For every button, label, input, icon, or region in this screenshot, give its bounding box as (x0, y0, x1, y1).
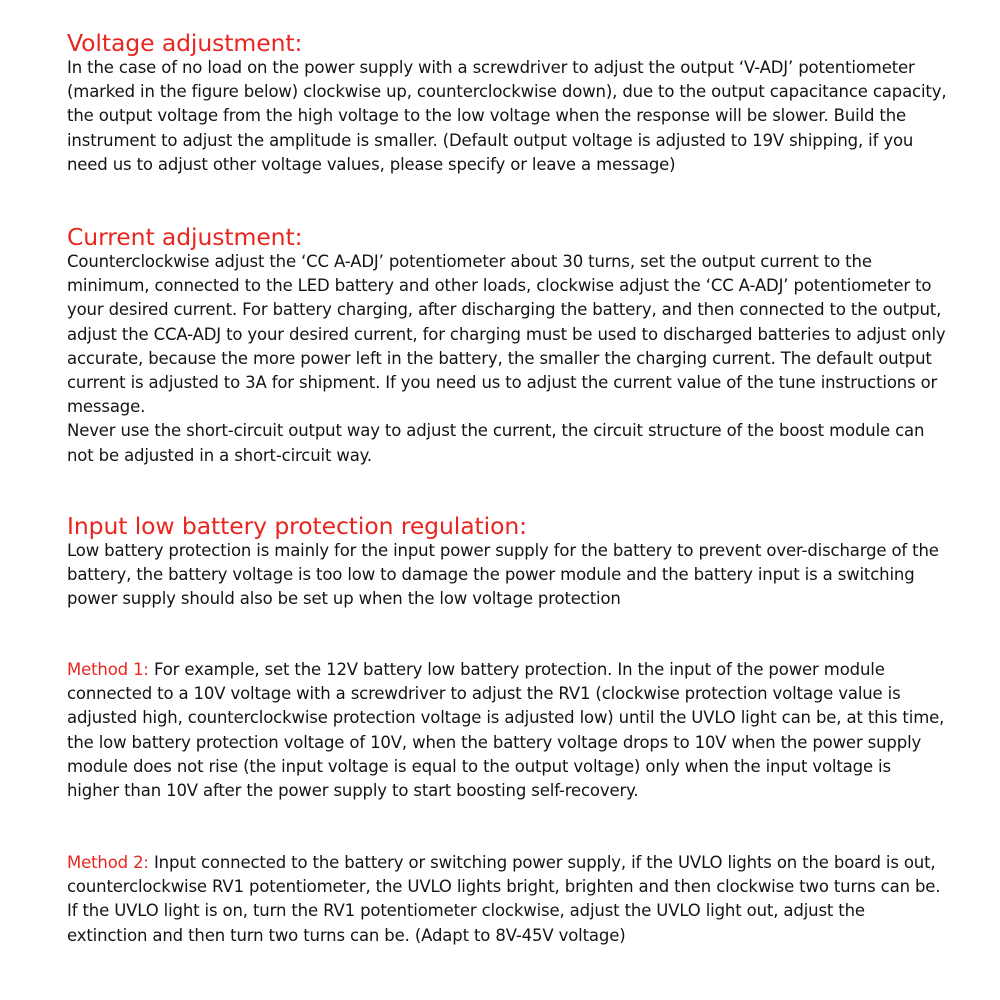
method-2-paragraph (67, 851, 947, 948)
current-adjustment-text: Counterclockwise adjust the ‘CC A-ADJ’ potentiometer about 30 turns, set the output current to the minimum, connected to the LED battery and other loads, clockwise adjust the ‘CC A-ADJ’ potentiometer to your desired current. For battery charging, after discharging the battery, and then connected to the output, adjust the CCA-ADJ to your desired current, for charging must be used to discharged batteries to adjust only accurate, because the more power left in the battery, the smaller the charging current. The default output current is adjusted to 3A for shipment. If you need us to adjust the current value of the tune instructions or message. (67, 252, 946, 417)
method-1-label: Method 1: (67, 660, 149, 679)
method-2-section (67, 851, 947, 948)
current-adjustment-section (67, 224, 947, 468)
short-circuit-warning-text: Never use the short-circuit output way to adjust the current, the circuit structure of the boost module can not be adjusted in a short-circuit way. (67, 421, 925, 465)
current-adjustment-heading: Current adjustment: (67, 223, 303, 251)
method-2-text: Input connected to the battery or switching power supply, if the UVLO lights on the board is out, counterclockwise RV1 potentiometer, the UVLO lights bright, brighten and then clockwise two turns can be. If the UVLO light is on, turn the RV1 potentiometer clockwise, adjust the UVLO light out, adjust the extinction and then turn two turns can be. (Adapt to 8V-45V voltage) (67, 853, 941, 945)
voltage-adjustment-text: In the case of no load on the power supply with a screwdriver to adjust the output ‘V-ADJ’ potentiometer (marked in the figure below) clockwise up, counterclockwise down), due to the output capacitance capacity, the output voltage from the high voltage to the low voltage when the response will be slower. Build the instrument to adjust the amplitude is smaller. (Default output voltage is adjusted to 19V shipping, if you need us to adjust other voltage values, please specify or leave a message) (67, 58, 947, 174)
voltage-adjustment-section (67, 30, 947, 177)
method-1-text: For example, set the 12V battery low battery protection. In the input of the power module connected to a 10V voltage with a screwdriver to adjust the RV1 (clockwise protection voltage value is adjusted high, counterclockwise protection voltage is adjusted low) until the UVLO light can be, at this time, the low battery protection voltage of 10V, when the battery voltage drops to 10V when the power supply module does not rise (the input voltage is equal to the output voltage) only when the input voltage is higher than 10V after the power supply to start boosting self-recovery. (67, 660, 945, 801)
method-1-section (67, 658, 947, 803)
low-battery-protection-heading: Input low battery protection regulation: (67, 512, 527, 540)
low-battery-protection-text: Low battery protection is mainly for the input power supply for the battery to prevent over-discharge of the battery, the battery voltage is too low to damage the power module and the battery input is a switching power supply should also be set up when the low voltage protection (67, 541, 939, 609)
method-2-label: Method 2: (67, 853, 149, 872)
voltage-adjustment-heading: Voltage adjustment: (67, 29, 303, 57)
method-1-paragraph (67, 658, 947, 803)
low-battery-protection-section (67, 513, 947, 612)
